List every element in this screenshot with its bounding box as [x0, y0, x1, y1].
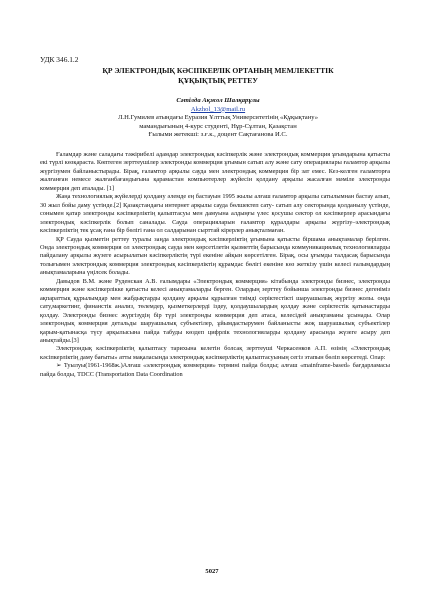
author-name: Сәтілда Ақжол Шалқарұлы	[176, 97, 260, 104]
paragraph-1: Ғаламдар және саладағы тәжірибелі адамдар электрондық кәсіпкерлік және электрондық коммерция ұғымдарына қатысты екі түрлі көзқараста. Көптеген зерттеушілер электронды коммерция ұғымын сатып алу және сату операциялары ғаламтор арқылы жүргізумен байланыстырады. Бірақ, ғаламтор арқылы сауда мен электрондық коммерция бір зат емес. Кез-келген ғаламторға жалғанған немесе жалғанбағандығына қарамастан компьютерлер жүйесін қолдану арқылы жасалған мәміле электронды коммерция деп аталады. [1]	[40, 151, 390, 192]
author-email-link[interactable]: Akzhol_13@mail.ru	[190, 105, 246, 113]
body-text	[40, 151, 390, 379]
bullet-item-1: ➢ Туылуы(1961-1968ж.)Алғаш «электрондық коммерция» термині пайда болды; алғаш «mainframe-based» бағдарламасы пайда болды, TDCC (Transportation Data Coordination	[40, 362, 390, 378]
author-program: мамандығының 4-курс студенті, Нұр-Сұлтан, Қазақстан	[139, 122, 297, 130]
author-block	[40, 97, 396, 140]
paragraph-2: Жаңа технологиялық жүйелерді қолдану әлемде ең бастауын 1995 жылы алғаш ғаламтор арқылы сатылымнан бастау алып, 30 жыл бойы даму үстінде.[2] Қазақстандағы интернет арқылы сауда бөлшектеп сату- сатып алу секторында қолданылу үстінде, сонымен қатар электронды кәсіпкерліктің қалыптасуы мен дамуына алдыңғы үлес қосушы сектор ол кәсіпкерлер арасындағы электрондық кәсіпкерлік болып саналады. Сауда операцияларын ғаламтор құралдары арқылы жүргізу–электрондық кәсіпкерліктің тек ұсақ ғана бір бөлігі ғана ол салдарынан сырттай кірерлер анықталмаған.	[40, 193, 390, 235]
paragraph-3: ҚР Сауда қызметін реттеу туралы заңда электрондық кәсіпкерліктің ұғымына қатысты біршама анықтамалар берілген. Онда электрондық коммерция ол электрондық сауда мен көрсетілетін қызметтің барысында коммуникациялық технологияларды пайдалану арқылы жүзеге асырылатын кәсіпкерліктің түрі екеніне айқын көрсетілген. Бірақ, осы ұғымды талдасақ барысында толығымен электрондық коммерция электрондық кәсіпкерліктің құрамдас бөлігі екеніне көз жеткізу үшін келесі ғалымдардың анықтамаларына үңілсек болады.	[40, 235, 390, 277]
author-affiliation: Л.Н.Гумилев атындағы Еуразия Ұлттық Университетінің «Құқықтану»	[117, 114, 319, 122]
udc-code: УДК 346.1.2	[40, 55, 79, 64]
title-line-2: ҚҰҚЫҚТЫҚ РЕТТЕУ	[178, 76, 258, 85]
page-number: 5027	[205, 568, 219, 575]
paragraph-5: Электрондық кәсіпкерліктің қалыптасу тарихына келетін болсақ зерттеуші Черкасенков А.П. өзінің «Электрондық кәсіпкерліктің даму бағыты» атты мақаласында электрондық кәсіпкерліктің қалыптасуының сегіз этапын бөліп көрсетеді. Олар:	[40, 345, 390, 361]
title-line-1: ҚР ЭЛЕКТРОНДЫҚ КӘСІПКЕРЛІК ОРТАНЫҢ МЕМЛЕКЕТТІК	[102, 66, 334, 75]
paper-title	[60, 66, 376, 86]
paragraph-4: Давыдов В.М. және Руденская А.В. ғалымдары «Электрондық коммерция» кітабында электронды бизнес, электронды коммерция және кәсіпкерлікке қатысты келесі анықтамаларды берген. Олардың зерттеу бойынша электронды бизнес дегеніміз ақпараттық құрылымдар мен жабдықтарды қолдану арқылы құрылған тиімді серіктестікті шаруашылық жүргізу жолы. онда сату,маркетинг, финанстік анализ, төлемдер, қызметкерлерді іздеу, қолдаушылардың қолдау және серіктестік қатынастарды қолдау. Электронды бизнес жүргізудің бір түрі электронды коммерция деп атаса, келесідей анықтаманы ұсынады. Олар электрондық коммерция детальды шаруашылық субъектілер, ұйымдастырумен байланысты жоқ шаруашылық субъектілер қарым-қатынасқа түсу арқылысына пайда табуды көздеп цифрлік технологияларды қолдану арасында жүзеге асыру деп анықтайды.[3]	[40, 277, 390, 344]
scientific-advisor: Ғылыми жетекші: з.ғ.к., доцент Сақтағанова И.С.	[148, 131, 288, 139]
